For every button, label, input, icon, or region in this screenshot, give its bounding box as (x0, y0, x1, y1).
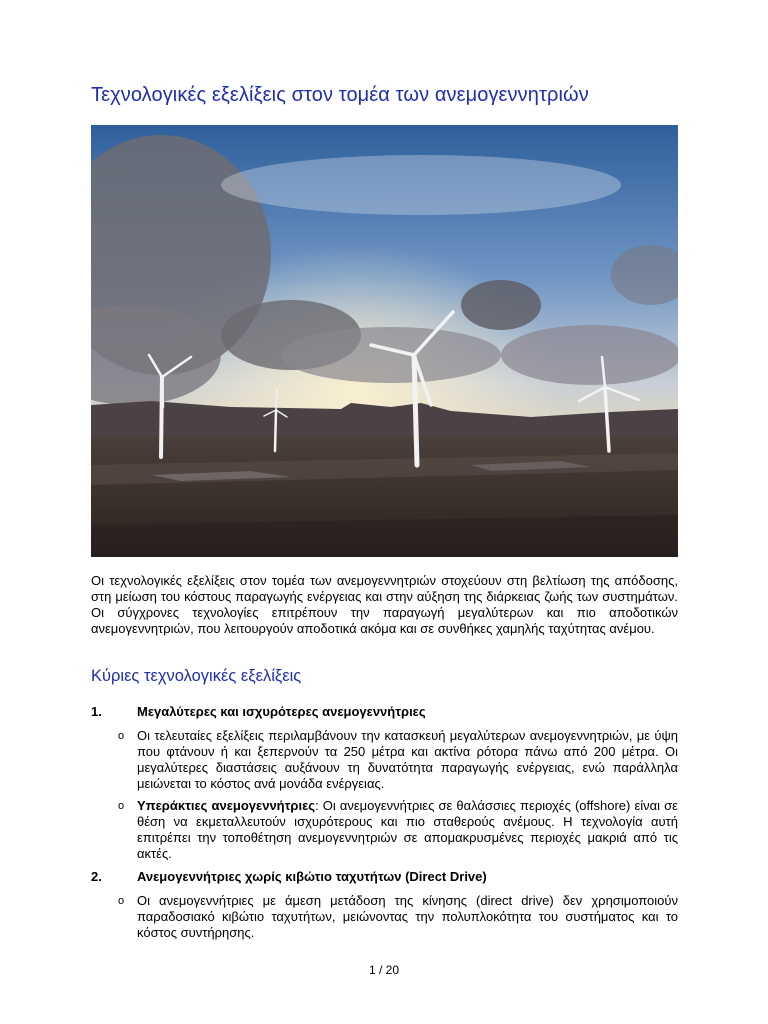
list-number: 2. (91, 869, 102, 884)
list-number: 1. (91, 704, 102, 719)
bullet-icon: o (118, 730, 125, 742)
list-item-1 (91, 704, 678, 720)
wind-turbines-landscape-icon (91, 125, 678, 557)
list-item-label: Ανεμογεννήτριες χωρίς κιβώτιο ταχυτήτων (Direct Drive) (137, 869, 487, 884)
list-item-label: Μεγαλύτερες και ισχυρότερες ανεμογεννήτριες (137, 704, 426, 719)
bullet-item (91, 893, 678, 941)
bullet-icon: o (118, 800, 125, 812)
bullet-text: Οι τελευταίες εξελίξεις περιλαμβάνουν την κατασκευή μεγαλύτερων ανεμογεννητριών, με ύψη που φτάνουν ή και ξεπερνούν τα 250 μέτρα και ακτίνα ρότορα πάνω από 200 μέτρα. Οι μεγαλύτερες διαστάσεις αυξάνουν τη δυνατότητα παραγωγής ενέργειας, ενώ παράλληλα μειώνεται το κόστος ανά μονάδα ενέργειας. (137, 728, 678, 791)
intro-paragraph: Οι τεχνολογικές εξελίξεις στον τομέα των ανεμογεννητριών στοχεύουν στη βελτίωση της απόδοσης, στη μείωση του κόστους παραγωγής ενέργειας και στην αύξηση της διάρκειας ζωής των συστημάτων. Οι σύγχρονες τεχνολογίες επιτρέπουν την παραγωγή μεγαλύτερων και πιο αποδοτικών ανεμογεννητριών, που λειτουργούν αποδοτικά ακόμα και σε συνθήκες χαμηλής ταχύτητας ανέμου. (91, 573, 678, 636)
bullet-text: Οι ανεμογεννήτριες με άμεση μετάδοση της κίνησης (direct drive) δεν χρησιμοποιούν παραδοσιακό κιβώτιο ταχυτήτων, μειώνοντας την πολυπλοκότητα του συστήματος και το κόστος συντήρησης. (137, 893, 678, 940)
section-heading: Κύριες τεχνολογικές εξελίξεις (91, 667, 302, 685)
bullet-text: : Οι ανεμογεννήτριες σε θαλάσσιες περιοχές (offshore) είναι σε θέση να εκμεταλλευτούν ισχυρότερους και πιο σταθερούς ανέμους. Η τεχνολογία αυτή επιτρέπει την τοποθέτηση ανεμογεννητριών σε απομακρυσμένες περιοχές μακριά από τις ακτές. (137, 798, 678, 861)
bullet-icon: o (118, 895, 125, 907)
page-number: 1 / 20 (368, 963, 400, 977)
page-title: Τεχνολογικές εξελίξεις στον τομέα των ανεμογεννητριών (91, 84, 589, 106)
numbered-list (91, 704, 678, 941)
bullet-item (91, 798, 678, 862)
bullet-bold-term: Υπεράκτιες ανεμογεννήτριες (137, 798, 315, 813)
list-item-2 (91, 869, 678, 885)
bullet-item (91, 728, 678, 792)
wind-turbines-photo (91, 125, 678, 557)
